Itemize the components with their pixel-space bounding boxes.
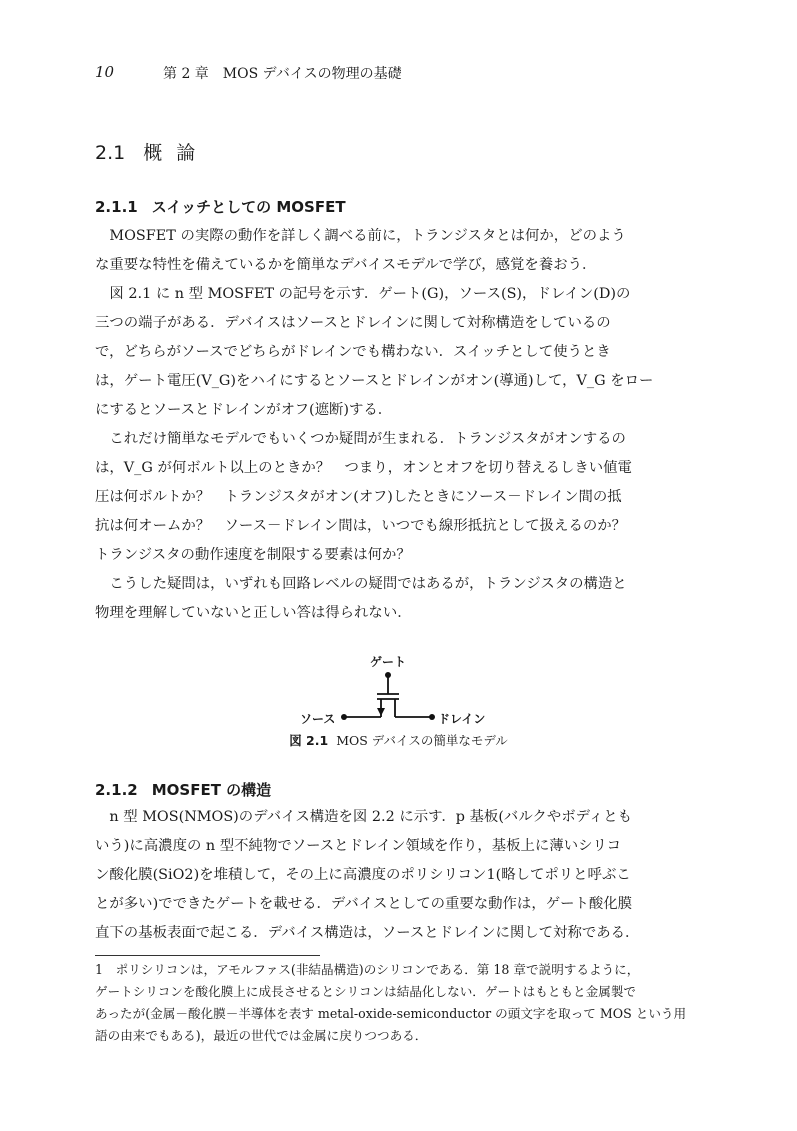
section-number: 2.1 <box>95 142 126 164</box>
paragraph-line: トランジスタの動作速度を制限する要素は何か？ <box>95 547 411 563</box>
drain-label: ドレイン <box>438 712 486 726</box>
running-head <box>95 63 402 82</box>
gate-label: ゲート <box>370 655 407 669</box>
source-arrow <box>377 708 385 716</box>
paragraph-line: 圧は何ボルトか？ トランジスタがオン(オフ)したときにソース－ドレイン間の抵 <box>95 489 622 505</box>
subsection-heading-2 <box>95 779 271 800</box>
section-title: 概論 <box>143 142 210 164</box>
paragraph-line: 図 2.1 に n 型 MOSFET の記号を示す．ゲート(G)，ソース(S)，ドレイン(D)の <box>95 286 631 302</box>
paragraph-line: 三つの端子がある．デバイスはソースとドレインに関して対称構造をしているの <box>95 315 611 331</box>
subsection-number: 2.1.2 <box>95 781 138 799</box>
caption-number: 図 2.1 <box>289 733 329 748</box>
paragraph-line: とが多い)でできたゲートを載せる．デバイスとしての重要な動作は，ゲート酸化膜 <box>95 896 633 912</box>
subsection-title: MOSFET の構造 <box>151 781 272 799</box>
footnote <box>95 959 695 1047</box>
body-text-1 <box>95 222 695 628</box>
figure-caption <box>0 731 797 749</box>
body-text-2 <box>95 803 695 948</box>
paragraph-line: にするとソースとドレインがオフ(遮断)する． <box>95 402 393 418</box>
drain-terminal <box>429 714 435 720</box>
footnote-line: あったが(金属－酸化膜－半導体を表す metal-oxide-semiconductor の頭文字を取って MOS という用 <box>95 1006 687 1021</box>
paragraph-line: ン酸化膜(SiO2)を堆積して，その上に高濃度のポリシリコン1(略してポリと呼ぶこ <box>95 867 631 883</box>
subsection-number: 2.1.1 <box>95 198 138 216</box>
caption-text: MOS デバイスの簡単なモデル <box>336 733 508 748</box>
paragraph-line: 抗は何オームか？ ソース－ドレイン間は，いつでも線形抵抗として扱えるのか？ <box>95 518 627 534</box>
chapter-title: 第 2 章 MOS デバイスの物理の基礎 <box>163 66 402 82</box>
section-heading <box>95 138 209 165</box>
paragraph-line: これだけ簡単なモデルでもいくつか疑問が生まれる．トランジスタがオンするの <box>95 431 626 447</box>
subsection-heading-1 <box>95 196 346 217</box>
paragraph-line: 直下の基板表面で起こる．デバイス構造は，ソースとドレインに関して対称である． <box>95 925 640 941</box>
paragraph-line: MOSFET の実際の動作を詳しく調べる前に，トランジスタとは何か，どのよう <box>95 228 626 244</box>
footnote-rule <box>95 955 320 956</box>
paragraph-line: 物理を理解していないと正しい答は得られない． <box>95 605 412 621</box>
paragraph-line: n 型 MOS(NMOS)のデバイス構造を図 2.2 に示す．p 基板(バルクやボディとも <box>95 809 633 825</box>
footnote-line: 1 ポリシリコンは，アモルファス(非結晶構造)のシリコンである．第 18 章で説明するように， <box>95 962 640 977</box>
subsection-title: スイッチとしての MOSFET <box>151 198 346 216</box>
paragraph-line: いう)に高濃度の n 型不純物でソースとドレイン領域を作り，基板上に薄いシリコ <box>95 838 621 854</box>
paragraph-line: は，ゲート電圧(V_G)をハイにするとソースとドレインがオン(導通)して，V_G をロー <box>95 373 654 389</box>
source-terminal <box>341 714 347 720</box>
paragraph-line: な重要な特性を備えているかを簡単なデバイスモデルで学び，感覚を養おう． <box>95 257 597 273</box>
paragraph-line: は，V_G が何ボルト以上のときか？ つまり，オンとオフを切り替えるしきい値電 <box>95 460 632 476</box>
footnote-line: ゲートシリコンを酸化膜上に成長させるとシリコンは結晶化しない．ゲートはもともと金属製で <box>95 984 637 999</box>
page-number: 10 <box>95 63 115 81</box>
paragraph-line: で，どちらがソースでどちらがドレインでも構わない．スイッチとして使うとき <box>95 344 611 360</box>
source-label: ソース <box>300 712 336 726</box>
footnote-line: 語の由来でもある)，最近の世代では金属に戻りつつある． <box>95 1028 428 1043</box>
paragraph-line: こうした疑問は，いずれも回路レベルの疑問ではあるが，トランジスタの構造と <box>95 576 627 592</box>
